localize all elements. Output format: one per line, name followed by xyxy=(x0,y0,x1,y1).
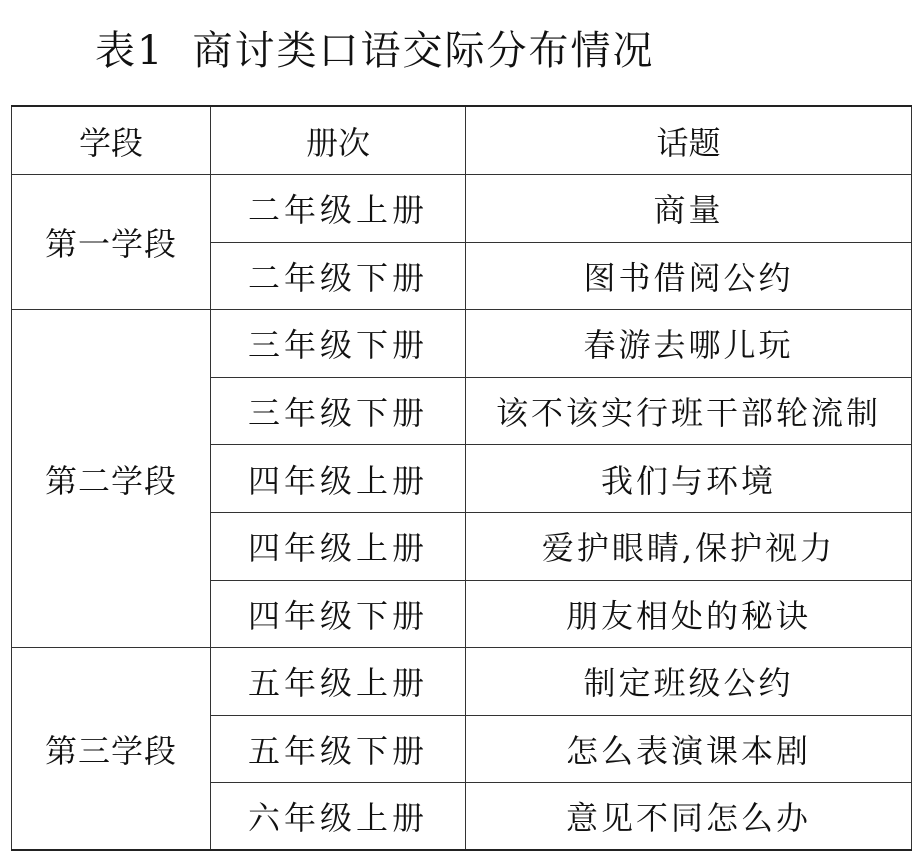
volume-cell: 四年级上册 xyxy=(211,445,466,513)
volume-cell: 三年级下册 xyxy=(211,310,466,378)
volume-cell: 二年级上册 xyxy=(211,175,466,243)
topic-cell: 我们与环境 xyxy=(466,445,912,513)
table-row xyxy=(12,648,912,716)
table-header-row xyxy=(12,106,912,175)
stage-cell-second: 第二学段 xyxy=(12,310,211,648)
volume-cell: 四年级下册 xyxy=(211,580,466,648)
topic-cell: 意见不同怎么办 xyxy=(466,783,912,851)
header-stage: 学段 xyxy=(12,106,211,175)
header-volume: 册次 xyxy=(211,106,466,175)
topic-cell: 制定班级公约 xyxy=(466,648,912,716)
topic-cell: 商量 xyxy=(466,175,912,243)
volume-cell: 三年级下册 xyxy=(211,377,466,445)
distribution-table xyxy=(11,105,912,851)
table-row xyxy=(12,175,912,243)
table-number: 表1 xyxy=(95,27,165,74)
stage-cell-first: 第一学段 xyxy=(12,175,211,310)
table-title: 商讨类口语交际分布情况 xyxy=(192,27,655,74)
topic-cell: 朋友相处的秘诀 xyxy=(466,580,912,648)
topic-cell: 该不该实行班干部轮流制 xyxy=(466,377,912,445)
volume-cell: 五年级上册 xyxy=(211,648,466,716)
volume-cell: 五年级下册 xyxy=(211,715,466,783)
table-row xyxy=(12,310,912,378)
volume-cell: 二年级下册 xyxy=(211,242,466,310)
stage-cell-third: 第三学段 xyxy=(12,648,211,851)
volume-cell: 四年级上册 xyxy=(211,512,466,580)
header-topic: 话题 xyxy=(466,106,912,175)
table-caption xyxy=(95,12,654,82)
topic-cell: 图书借阅公约 xyxy=(466,242,912,310)
topic-cell: 怎么表演课本剧 xyxy=(466,715,912,783)
topic-cell: 春游去哪儿玩 xyxy=(466,310,912,378)
volume-cell: 六年级上册 xyxy=(211,783,466,851)
topic-cell: 爱护眼睛,保护视力 xyxy=(466,512,912,580)
